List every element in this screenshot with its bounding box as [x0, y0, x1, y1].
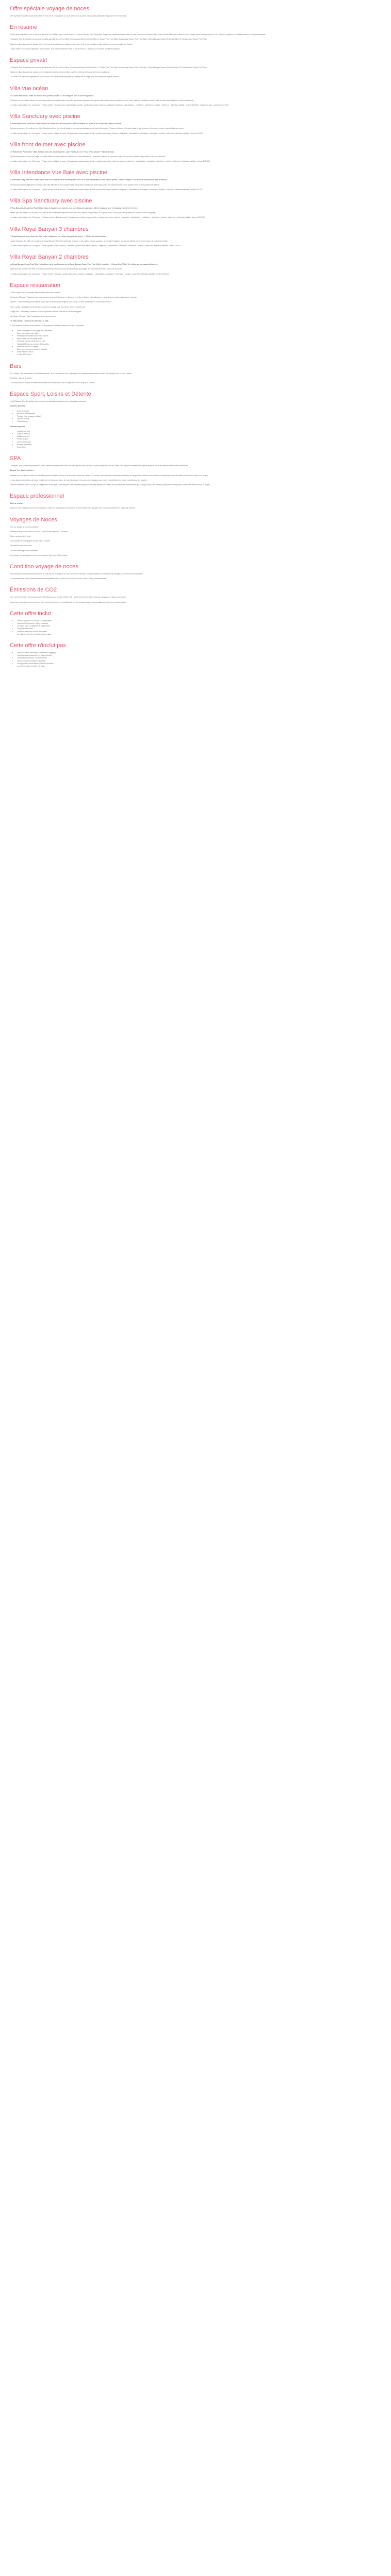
spa-paragraph: Le Banyan Tree Seychelles propose un Spa d'excellence primé avec salons de massage en plein air, dans un jardin tropical à flanc de colline. Une équipe de thérapeutes experts propose des soins inspirés des traditions asiatiques. [10, 465, 189, 467]
villa-paragraph: Perchées sur des collines offrant une vue imprenable sur l'océan Indien, ces villas spacieuses disposent d'un grand salon avec terrasse et piscine privée, d'une chambre climatisée et d'une salle de bain avec baignoire et douche extérieure. [10, 99, 194, 101]
list-item: • Moonlight Dinner au sommet de la colline [17, 343, 381, 346]
noces-paragraph: Intendance Bay Ocean View Pool Villa, 7 nuits en demi-pension - Vol inclus [10, 530, 68, 533]
sport-free-list [10, 410, 381, 423]
section-professionnel [10, 493, 381, 510]
programme-heading: Cette offre n'inclut pas [10, 642, 66, 649]
emissions-paragraph: Pour votre information, les émissions de CO2 estimées pour un aller-retour Paris - Mahé sont d'environ 1,8 tonne par passager en classe économique. [10, 596, 127, 599]
villa-summary: La Royal Banyan Ocean Pool Villa 2 chambres est la combinaison de la Royal Banyan Ocean View Pool Villa 1 chambre + 1 Ocean Pool Villa 1 lit, reliées par une passerelle privée. [10, 263, 158, 266]
villa-paragraph: Les villas sont équipées de: 1 King size - Piscine privée - Terrasse avec chaise longue double - pavillon avec salon extérieur - baignoire extérieure - climatisation - ventilateur - téléphone - minibar - coffre-fort - télévision satellite - lecteur DVD/CD - machine à café - accès internet Wi-Fi. [10, 104, 230, 107]
villa-summary: 9 "Sanctuary Ocean View Pool Villas" villas sur colline avec piscine privée - 161 m² chaque à 4 m² et 16 m² de piscine + Bain à remous. [10, 123, 122, 125]
section-spa [10, 455, 381, 486]
emissions-heading: Émissions de CO2 [10, 587, 57, 594]
restauration-paragraph: "Ginger Bar" : Bar-lounge ouvert en soirée proposant cocktails, vins fins et collations légères. [10, 310, 82, 313]
list-item: • Fitness center [17, 420, 381, 423]
restauration-paragraph: "Au Jardin d'Epices" : dîner thématique un soir par semaine. [10, 315, 57, 317]
section-resume [10, 24, 381, 50]
resume-paragraph: Toutes les villas disposent de piscine privée, d'un jardin tropical et d'un pavillon ouvert avec lit de repos. Certaines villas offrent une vue imprenable sur l'océan. [10, 43, 133, 45]
list-item: • Pique-nique sur une plage isolée [17, 337, 381, 340]
list-item: • Les excursions et activités payantes [17, 660, 381, 663]
villa-paragraph: Les villas sont équipées de: 3 King size - Piscine privée - Bain à remous - Terrasse - pavillon avec salon extérieur - baignoire - climatisation - ventilateur - téléphone - minibar - coffre-fort - télévision satellite - lecteur DVD/CD. [10, 245, 183, 247]
list-item: • Les transferts aéroport - hôtel - aéroport [17, 622, 381, 625]
villa-summary: 12 "Beachfront Pool Villas" villas front de mer avec piscine privée - 230 m² chaque à 4 m² et 32 m² de piscine + Bain à remous. [10, 150, 115, 153]
bars-paragraph: Les hôtes pourront profiter de rafraîchissements et de boissons au bar de la piscine tout au long de la journée. [10, 381, 95, 384]
restauration-heading: Espace restauration [10, 282, 60, 289]
resume-paragraph: Le Spa Villas Pool dispose également d'une douche, d'un bain bouillonnant privé et est ouvert sur la mer, pour un moment de détente absolue. [10, 47, 120, 50]
villa-summary: 1 "Royal Banyan Ocean View Pool Villa" villa 3 chambres sur colline avec piscine privée - 1 700 m² de surface totale. [10, 235, 107, 238]
resume-heading: En résumé [10, 24, 38, 31]
professionnel-paragraph: Idéale pour les petits groupes et les séminaires, l'hôtel met à disposition une salle de réunion entièrement équipée avec matériel audiovisuel et connexion internet. [10, 507, 136, 510]
villa-section [10, 197, 381, 219]
restauration-intro: L'hôtel Banyan Tree Seychelles dispose des restaurants suivants : [10, 291, 61, 294]
list-item: • Petit-déjeuner flottant dans votre piscine [17, 335, 381, 337]
villa-heading: Villa Royal Banyan 3 chambres [10, 226, 89, 232]
list-item: • Yoga au Banyan [17, 433, 381, 435]
page-title: Offre spéciale voyage de noces [10, 6, 89, 12]
list-item: • Barbecue privé sur la plage [17, 346, 381, 348]
noces-paragraph: Une séance de massage pour deux personnes au Spa (durée 60 minutes) [10, 554, 68, 556]
list-item: • Les dépenses personnelles et les pourboires [17, 654, 381, 657]
list-item: • Location de vélo [17, 430, 381, 433]
villa-heading: Villa Sanctuary avec piscine [10, 113, 80, 120]
professionnel-heading: Espace professionnel [10, 493, 64, 500]
bars-paragraph: "Pool Bar" : Bar de la piscine. [10, 377, 33, 379]
list-item: • Excursions [17, 446, 381, 449]
restauration-offers-intro: Si vous préférez dîner en toute intimité, nos expériences culinaires privées vous sont proposées : [10, 325, 85, 327]
spa-paragraph: Banyan Tree Spa Seychelles : [10, 469, 35, 472]
resume-paragraph: C'est à Anse Intendance, sur la côte sud-ouest de l'île de Mahé, que vous trouverez le luxueux Banyan Tree Seychelles. Depuis les collines qui surplombent la mer, une vue sur l'océan Indien et une nature préservée s'offrent à vous. Chaque détail a été pensé pour vous offrir une expérience inoubliable dans un cadre paradisiaque. [10, 33, 266, 36]
bars-paragraph: "Le Lounge" : Bar à cocktails ouvert toute la journée. Une sélection de vins, champagnes et cocktails maison dans un cadre décontracté avec vue sur l'océan. [10, 372, 132, 375]
list-item: • Plongée (bouteille) [17, 444, 381, 446]
offre-list [10, 620, 381, 636]
section-offre-exclut [10, 642, 381, 668]
spa-paragraph: Le spa dispose de pavillons de soins en plein air, de bains aux fleurs, de soins du visage et du corps, de massages aux huiles essentielles et de rituels exclusifs pour les couples. [10, 479, 148, 481]
villa-summary: 4 "Intendance Bay View Pool Villas" villas dans les hauteurs de la forêt tropicale vue sur la baie d'Intendance, avec piscine privée - 235 m² chaque à 4 m² et 32 m² de piscine + Bain à remous. [10, 179, 168, 181]
resume-paragraph: Le Banyan Tree Seychelles est composé de villas dans 12 Ocean Pool villas, 4 Intendance Bay View Pool Villas, 12 Ocean View Pool Villas, 9 Sanctuary Ocean View Pool Villas, 1 Royal Banyan Ocean View Pool Villa et 3 Two Bedroom Ocean Pool Villas. [10, 38, 207, 41]
list-item: • Plongée libre (masque et tuba) [17, 415, 381, 418]
villa-section [10, 141, 381, 163]
villa-paragraph: Les villas sont équipées de: 1 King size - Piscine privée - Bain à remous - Terrasse avec chaise longue double - pavillon avec salon extérieur - baignoire - climatisation - ventilateur - téléphone - minibar - coffre-fort - télévision satellite - lecteur DVD/CD. [10, 132, 204, 134]
condition-paragraph: Offre spéciale réservée aux jeunes mariés le mois de leur mariage et au cours des 6 mois suivants. Sur présentation d'un certificat de mariage au moment de la réservation. [10, 573, 143, 575]
villa-section [10, 113, 381, 135]
villa-paragraph: Idéale pour les familles, elle offre une intimité préservée pour chacun tout en permettant de partager des moments ensemble autour de la piscine. [10, 268, 123, 270]
villa-paragraph: Idéales pour les familles ou les amis, ces villas de deux chambres disposent chacune d'une salle de bain privative, d'un grand salon, de deux piscines privées et d'un accès direct à la plage. [10, 212, 156, 214]
spa-paragraph: Apaisez vos sens dans le cadre de la forêt tropicale luxuriante, au son de la mer et du chant des oiseaux. Les soins combinent des techniques ancestrales et des produits naturels issus de la flore tropicale pour une relaxation profonde du corps et de l'esprit. [10, 474, 208, 477]
noces-heading: Voyages de Noces [10, 516, 57, 523]
section-espace-privatif [10, 57, 381, 79]
spa-heading: SPA [10, 455, 21, 462]
sport-free-title: Activités gratuites : [10, 405, 26, 408]
bars-heading: Bars [10, 363, 22, 369]
emissions-paragraph: Nous vous encourageons à compenser votre empreinte carbone en participant à l'un des programmes de compensation proposés par nos partenaires. [10, 601, 127, 603]
villa-paragraph: Nichées au sommet des collines, les villas Sanctuary offrent une intimité totale et une vue panoramique sur la baie d'Intendance. Chacune dispose d'un vaste salon, d'une terrasse en bois avec piscine privée et bain à remous. [10, 127, 184, 130]
spa-paragraph: Dans les différents soins du corps, le visage et les massages, l'hôtel Banyan Tree Seychelles propose une large gamme de forfaits incluant des soins personnalisés pour chaque client, une attention particulière étant portée à l'harmonie entre le corps et l'esprit. [10, 484, 210, 486]
villa-paragraph: Les villas sont équipées de: 2 King size - Piscines privées - Bain à remous - Terrasse avec chaise longue double - pavillon avec salon extérieur - baignoire - climatisation - ventilateur - téléphone - minibar - coffre-fort - télévision satellite - lecteur DVD/CD. [10, 216, 205, 219]
villa-heading: Villa vue océan [10, 85, 48, 92]
villa-paragraph: La plus exclusive des villas du complexe, la Royal Banyan offre trois chambres, un salon et une salle à manger spacieux, une cuisine équipée, une grande piscine privée et un service de majordome dédié. [10, 240, 168, 242]
condition-paragraph: Les prestations ne sont ni remboursables ni échangeables et ne peuvent être cumulées avec d'autres offres promotionnelles. [10, 578, 107, 580]
espace-privatif-paragraph: Le Banyan Tree Seychelles est composé de villas dans 12 Ocean Pool villas, 4 Intendance Bay View Pool Villas, 12 Ocean View Pool Villas, 9 Sanctuary Ocean View Pool Villas, 1 Royal Banyan Ocean View Pool Villa et 3 Two Bedroom Ocean Pool Villas. [10, 66, 207, 69]
list-item: • Jeux de société [17, 418, 381, 420]
section-sport [10, 391, 381, 449]
villa-heading: Villa Spa Sanctuary avec piscine [10, 198, 92, 205]
espace-privatif-paragraph: Toutes les villas disposent de piscine privée, baignoire ouverte (dans les villas coûtées), minibar, téléphone direct, air conditionné. [10, 71, 110, 74]
offer-intro: Offre spéciale réservée aux jeunes mariés le mois de leur mariage et au cours des 6 mois suivants. Documents justificatifs requis lors de la réservation. [10, 15, 127, 17]
list-item: • Pêche au gros [17, 438, 381, 440]
noces-paragraph: Pour un voyage de noces inoubliable : [10, 526, 40, 528]
section-noces [10, 516, 381, 557]
restauration-paragraph: "Au Jardin d'Epices" : Restaurant principal ouvert pour le petit déjeuner, le déjeuner et le dîner. Cuisine internationale et créole dans un cadre tropical face à l'océan. [10, 296, 137, 299]
list-item: • Dîner privé dans votre villa [17, 332, 381, 335]
villa-section [10, 253, 381, 276]
list-item: • Sorties en bateau [17, 441, 381, 444]
list-item: • Court de tennis [17, 410, 381, 413]
programme-list [10, 652, 381, 668]
villa-paragraph: Les villas sont équipées de: 1 King size - Piscine privée - Bain à remous - Terrasse avec chaise longue double - pavillon avec salon extérieur - baignoire - climatisation - ventilateur - téléphone - minibar - coffre-fort - télévision satellite - lecteur DVD/CD. [10, 188, 204, 191]
offre-heading: Cette offre inclut [10, 610, 51, 617]
villa-paragraph: Les villas sont équipées de: 1 King size - Piscine privée - Bain à remous - Terrasse avec chaise longue double - pavillon avec salon extérieur - douche extérieure - climatisation - ventilateur - téléphone - minibar - coffre-fort - télévision satellite - lecteur DVD/CD. [10, 160, 210, 163]
noces-paragraph: Décoration florale de la villa [10, 545, 31, 547]
list-item: • Piscine à débordement [17, 413, 381, 415]
section-restauration [10, 282, 381, 357]
sport-paid-title: Activités payantes : [10, 425, 26, 428]
list-item: • Cours de cuisine créole avec le chef [17, 340, 381, 343]
restauration-paragraph: "Chez Lamar" : Restaurant avec terrasse ouvert sur la plage pour des dîners privés et barbecues. [10, 306, 86, 308]
villa-section [10, 226, 381, 248]
noces-paragraph: Un dîner romantique aux chandelles [10, 549, 38, 552]
list-item: • Les assurances (annulation, assistance, bagages) [17, 652, 381, 654]
villa-summary: 12 "Ocean Pool villas" villas sur colline avec piscine privée - 97 m² chaque à 4 m² et 20 m² de piscine. [10, 94, 94, 97]
section-emissions [10, 586, 381, 603]
list-item: • In Villa BBQ menu [17, 353, 381, 356]
list-item: • Initiation au surf [17, 435, 381, 438]
noces-paragraph: Une bouteille de champagne et fruits frais à l'arrivée [10, 540, 51, 543]
villa-heading: Villa Intendance Vue Baie avec piscine [10, 170, 107, 176]
list-item: • Les repas et boissons non mentionnés [17, 657, 381, 659]
sport-heading: Espace Sport, Loisirs et Détente [10, 391, 91, 398]
condition-heading: Condition voyage de noces [10, 564, 78, 570]
list-item: • Dîner romantique sur la plage aux chandelles [17, 330, 381, 332]
villa-paragraph: En harmonie avec la végétation luxuriante, ces villas offrent une vue exceptionnelle sur la baie d'Intendance. Elles disposent d'une vaste terrasse, d'une piscine privée et d'un pavillon de détente. [10, 183, 160, 186]
list-item: • Le supplément haute saison (périodes de fêtes) [17, 663, 381, 665]
section-bars [10, 363, 381, 385]
list-item: • Room service 24h/24 [17, 351, 381, 353]
villa-section [10, 85, 381, 107]
section-offre-inclut [10, 610, 381, 636]
villa-heading: Villa Royal Banyan 2 chambres [10, 254, 89, 261]
espace-privatif-heading: Espace privatif [10, 57, 47, 64]
restauration-list [10, 330, 381, 357]
restauration-paragraph: "Saffron" : Cuisine thaïlandaise raffinée servie dans une ambiance élégante avec vue sur la baie d'Intendance. Ouvert pour le dîner. [10, 301, 112, 303]
espace-privatif-paragraph: Les Villas Pool disposent également d'une douche, d'un bain bouillonnant privé et s'ouvrent sur la plage, pour un moment de détente absolue. [10, 76, 120, 78]
professionnel-paragraph: Salle de réunion : [10, 502, 25, 505]
villa-summary: 2 "Two Bedroom Oceanfront Pool Villas" villas 2 chambres en front de mer, avec 2 piscines privées - 425 m² chaque à 4 m² et 2 piscines de 32 m² et 16 m². [10, 207, 138, 210]
list-item: • La présence de notre représentant sur place [17, 633, 381, 636]
list-item: • La taxe de séjour, à régler sur place [17, 665, 381, 668]
list-item: • Dîner avec vue sur le coucher du soleil [17, 348, 381, 351]
list-item: • Les petits-déjeuners [17, 628, 381, 630]
section-condition [10, 563, 381, 580]
villa-paragraph: Situées directement en bord de plage, ces villas offrent un accès direct au sable fin de l'Anse Intendance. Le pavillon extérieur et la piscine privée sont les lieux parfaits pour profiter du coucher de soleil. [10, 156, 166, 158]
villa-paragraph: Les villas sont équipées de: 2 King size - Piscine privée - Terrasse - pavillon avec salon extérieur - baignoire - climatisation - ventilateur - téléphone - minibar - coffre-fort - télévision satellite - lecteur DVD/CD. [10, 273, 170, 275]
offer-header [10, 5, 381, 18]
list-item: • Le séjour dans la catégorie de villa choisie [17, 625, 381, 628]
restauration-offers-title: "In Villa Dining" - Repas à la carte dans la villa. [10, 320, 49, 323]
sport-intro: L'hôtel Banyan Tree Seychelles vous propose les activités gratuites et avec participation suivantes : [10, 400, 87, 403]
villa-heading: Villa front de mer avec piscine [10, 141, 86, 148]
sport-paid-list [10, 430, 381, 449]
list-item: • Les vols réguliers Air France / Air Seychelles [17, 620, 381, 622]
page-content [0, 0, 391, 679]
list-item: • Les taxes aériennes et frais de dossier [17, 631, 381, 633]
villa-section [10, 169, 381, 191]
noces-paragraph: Séjour minimum de 3 nuits [10, 535, 31, 538]
